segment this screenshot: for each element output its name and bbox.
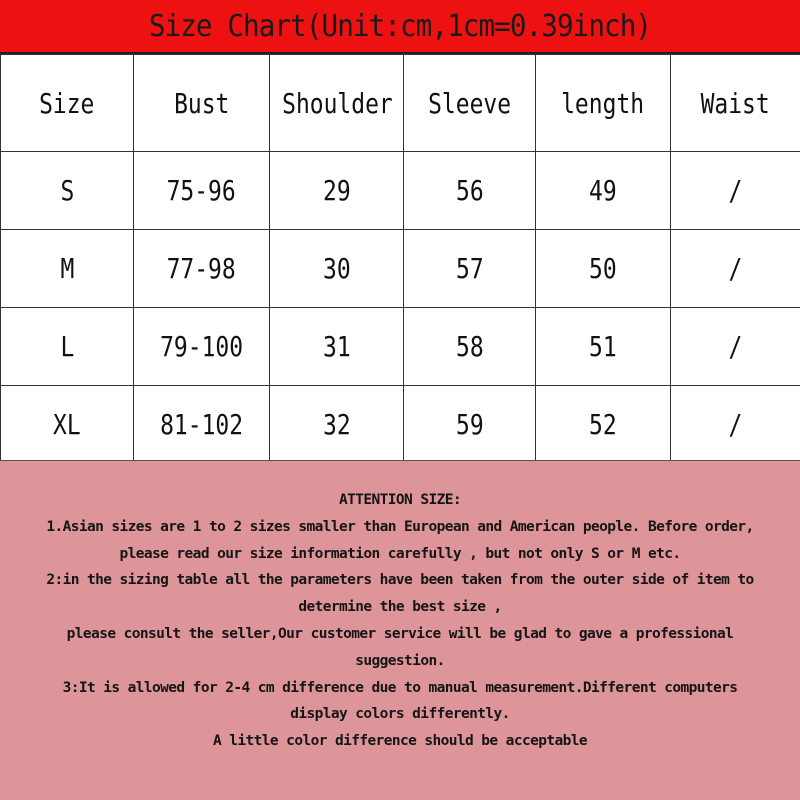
attention-notes (0, 460, 800, 800)
cell-bust: 77-98 (134, 230, 270, 308)
cell-waist: / (671, 230, 800, 308)
table-row (1, 152, 800, 230)
size-chart-title: Size Chart(Unit:cm,1cm=0.39inch) (148, 8, 652, 44)
cell-shoulder: 29 (270, 152, 404, 230)
header-sleeve: Sleeve (404, 55, 536, 152)
table-row (1, 308, 800, 386)
cell-waist: / (671, 386, 800, 464)
note-line: determine the best size , (298, 599, 502, 616)
cell-waist: / (671, 152, 800, 230)
cell-size: XL (1, 386, 134, 464)
cell-bust: 81-102 (134, 386, 270, 464)
header-waist: Waist (671, 55, 800, 152)
header-shoulder: Shoulder (270, 55, 404, 152)
cell-length: 52 (536, 386, 671, 464)
header-length: length (536, 55, 671, 152)
cell-shoulder: 30 (270, 230, 404, 308)
note-line: 2:in the sizing table all the parameters have been taken from the outer side of item to (46, 572, 754, 589)
cell-shoulder: 32 (270, 386, 404, 464)
note-line: suggestion. (355, 652, 445, 669)
cell-sleeve: 56 (404, 152, 536, 230)
note-line: 1.Asian sizes are 1 to 2 sizes smaller than European and American people. Before order, (46, 518, 754, 535)
note-line: please read our size information carefully , but not only S or M etc. (119, 545, 681, 562)
table-row (1, 230, 800, 308)
note-line: 3:It is allowed for 2-4 cm difference due to manual measurement.Different computers (62, 679, 738, 696)
size-table (0, 54, 800, 464)
header-size: Size (1, 55, 134, 152)
cell-shoulder: 31 (270, 308, 404, 386)
cell-size: M (1, 230, 134, 308)
header-bust: Bust (134, 55, 270, 152)
cell-size: S (1, 152, 134, 230)
note-line: please consult the seller,Our customer service will be glad to gave a professional (66, 625, 734, 642)
cell-length: 49 (536, 152, 671, 230)
cell-sleeve: 57 (404, 230, 536, 308)
cell-length: 51 (536, 308, 671, 386)
cell-sleeve: 58 (404, 308, 536, 386)
cell-bust: 75-96 (134, 152, 270, 230)
note-line: display colors differently. (290, 706, 510, 723)
cell-size: L (1, 308, 134, 386)
cell-length: 50 (536, 230, 671, 308)
note-line: A little color difference should be acceptable (213, 733, 587, 750)
cell-waist: / (671, 308, 800, 386)
table-header-row (1, 55, 800, 152)
table-row (1, 386, 800, 464)
size-chart-title-bar (0, 0, 800, 54)
cell-bust: 79-100 (134, 308, 270, 386)
cell-sleeve: 59 (404, 386, 536, 464)
attention-heading: ATTENTION SIZE: (339, 492, 461, 508)
